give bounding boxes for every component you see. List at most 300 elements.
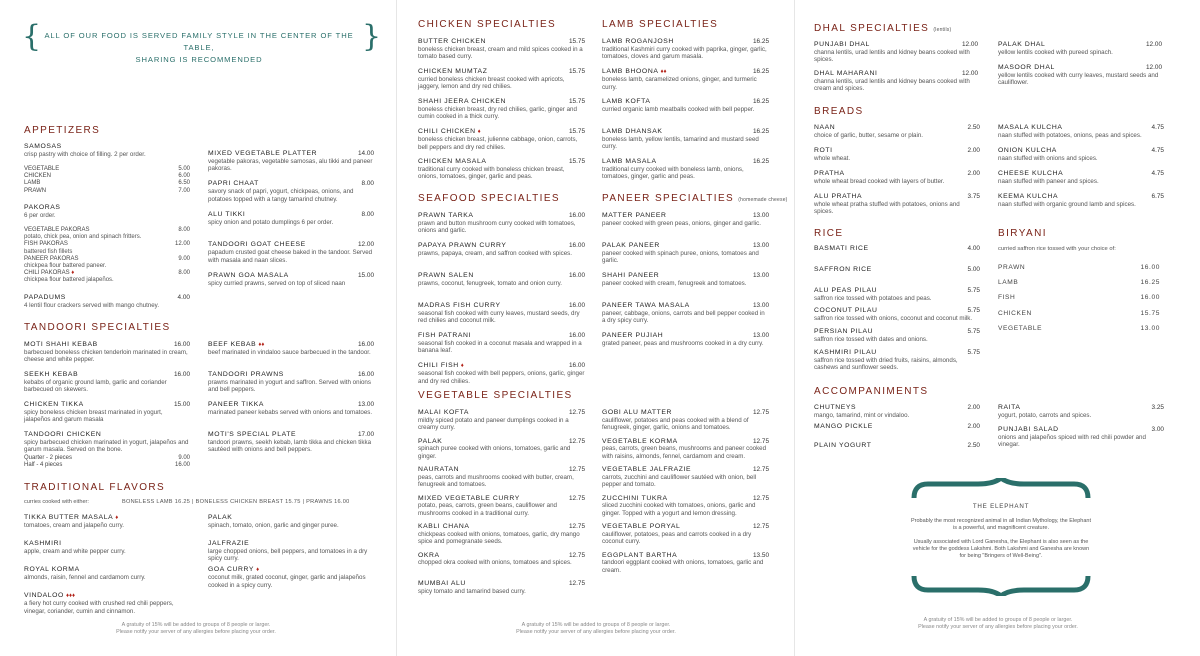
item-price: 12.75 <box>753 466 769 473</box>
item-name: CHILI CHICKEN <box>418 128 476 135</box>
menu-item <box>814 70 978 93</box>
item-name: PANEER PUJIAH <box>602 332 664 339</box>
item-price: 17.00 <box>358 431 374 438</box>
appetizers-heading: APPETIZERS <box>24 125 101 136</box>
item-description: channa lentils, urad lentils and kidney beans cooked with spices. <box>814 48 970 64</box>
item-name: MANGO PICKLE <box>814 423 873 430</box>
menu-item <box>418 466 585 489</box>
item-description: carrots, zucchini and cauliflower sautéed with onion, bell pepper and tomato. <box>602 473 757 489</box>
item-description: tandoori prawns, seekh kebab, lamb tikka and chicken tikka sautéed with onions and bell peppers. <box>208 438 372 454</box>
list-item: VEGETABLE PAKORAS 8.00 <box>24 227 190 233</box>
item-name: NAURATAN <box>418 466 460 473</box>
item-price: 16.00 <box>569 272 585 279</box>
item-name: PRAWN GOA MASALA <box>208 271 289 279</box>
menu-item <box>24 514 192 530</box>
menu-item <box>418 552 585 567</box>
tandoori-heading: TANDOORI SPECIALTIES <box>24 322 171 333</box>
menu-item <box>814 442 980 450</box>
menu-item <box>24 401 190 424</box>
item-price: 16.25 <box>753 98 769 105</box>
menu-item <box>418 523 585 546</box>
item-price: 6.75 <box>1151 193 1164 200</box>
item-price: 13.00 <box>753 242 769 249</box>
seafood-heading: SEAFOOD SPECIALTIES <box>418 193 561 204</box>
item-name: PANEER TAWA MASALA <box>602 302 690 309</box>
item-name: PAPAYA PRAWN CURRY <box>418 242 507 249</box>
item-description: beef marinated in vindaloo sauce barbecued in the tandoor. <box>208 349 371 357</box>
item-price: 16.25 <box>753 128 769 135</box>
item-name: LAMB DHANSAK <box>602 128 663 135</box>
chili-pepper-icon: ♦♦ <box>660 69 667 75</box>
item-price: 4.00 <box>967 245 980 252</box>
chili-pepper-icon: ♦ <box>460 363 464 369</box>
item-name: ALU TIKKI <box>208 210 246 218</box>
item-price: 15.00 <box>174 401 190 408</box>
item-description: boneless lamb, caramelized onions, ginger, and turmeric curry. <box>602 76 757 91</box>
menu-item <box>998 426 1164 449</box>
item-name: CHUTNEYS <box>814 404 857 411</box>
item-name: VEGETABLE JALFRAZIE <box>602 466 692 473</box>
item-description: kebabs of organic ground lamb, garlic and coriander barbecued on skewers. <box>24 378 167 394</box>
list-item: PANEER PAKORAS 9.00 <box>24 255 190 262</box>
item-price: 16.25 <box>753 38 769 45</box>
menu-item <box>602 332 769 347</box>
chili-pepper-icon: ♦ <box>477 129 481 135</box>
item-description: spicy onion and potato dumplings 6 per order. <box>208 218 334 226</box>
item-price: 2.00 <box>967 423 980 430</box>
item-price: 12.00 <box>1146 64 1162 71</box>
item-name: KEEMA KULCHA <box>998 193 1059 200</box>
chili-pepper-icon: ♦♦ <box>258 342 265 348</box>
item-description: peas, carrots, green beans, mushrooms and paneer cooked with raisins, almonds, fennel, cardamom and cream. <box>602 445 767 460</box>
gratuity-note: A gratuity of 15% will be added to groups of 8 people or larger. Please notify your server of any allergies before placing your order. <box>116 622 276 635</box>
menu-item <box>602 495 769 518</box>
item-name: ROYAL KORMA <box>24 566 80 573</box>
menu-item <box>814 287 980 302</box>
item-price: 16.00 <box>569 242 585 249</box>
menu-item <box>814 193 980 216</box>
item-description: grated paneer, peas and mushrooms cooked in a dry curry. <box>602 339 764 347</box>
list-item: PRAWN 16.00 <box>998 264 1160 271</box>
menu-item <box>208 272 374 287</box>
menu-item <box>998 170 1164 185</box>
chili-pepper-icon: ♦♦♦ <box>65 593 76 599</box>
menu-item <box>418 128 585 151</box>
item-name: MATTER PANEER <box>602 212 667 219</box>
gratuity-note: A gratuity of 15% will be added to groups of 8 people or larger. Please notify your server of any allergies before placing your order. <box>516 622 676 635</box>
item-price: 4.75 <box>1151 124 1164 131</box>
item-name: MALAI KOFTA <box>418 409 470 416</box>
item-price: 16.00 <box>358 341 374 348</box>
item-name: MASALA KULCHA <box>998 124 1063 131</box>
menu-item <box>602 552 769 575</box>
item-description: boneless chicken breast, cream and mild spices cooked in a tomato based curry. <box>418 45 583 61</box>
item-name: TANDOORI PRAWNS <box>208 371 284 378</box>
item-description: large chopped onions, bell peppers, and tomatoes in a dry spicy curry. <box>208 547 368 563</box>
item-description: almonds, raisin, fennel and cardamom curry. <box>24 573 146 581</box>
item-description: saffron rice tossed with onions, coconut and coconut milk. <box>814 315 973 323</box>
menu-item <box>602 409 769 432</box>
item-description: prawn and button mushroom curry cooked with tomatoes, onions and garlic. <box>418 219 576 235</box>
item-description: paneer cooked with green peas, onions, ginger and garlic. <box>602 219 761 227</box>
item-description: traditional Kashmiri curry cooked with paprika, ginger, garlic, tomatoes, cloves and garum masala. <box>602 45 767 61</box>
menu-item <box>814 170 980 185</box>
item-description: yellow lentils cooked with curry leaves, mustard seeds and cauliflower. <box>998 71 1159 87</box>
menu-item <box>418 362 585 385</box>
item-price: 12.75 <box>753 409 769 416</box>
item-name: GOBI ALU MATTER <box>602 409 673 416</box>
gratuity-note: A gratuity of 15% will be added to groups of 8 people or larger. Please notify your server of any allergies before placing your order. <box>918 617 1078 630</box>
biryani-desc: curried saffron rice tossed with your choice of: <box>998 246 1116 252</box>
menu-item <box>418 212 585 235</box>
item-price: 12.00 <box>358 241 374 249</box>
item-price: 4.75 <box>1151 147 1164 154</box>
item-name: SAFFRON RICE <box>814 265 872 273</box>
item-price: 12.75 <box>569 494 585 502</box>
item-name: PALAK <box>208 514 233 521</box>
list-item: CHILI PAKORAS ♦ 8.00 <box>24 270 190 277</box>
menu-item <box>998 404 1164 419</box>
item-price: 3.00 <box>1151 426 1164 433</box>
list-item: CHICKEN 6.00 <box>24 173 190 180</box>
item-description: naan stuffed with potatoes, onions, peas and spices. <box>998 131 1142 139</box>
menu-panel-middle <box>400 0 792 656</box>
item-description: prawns, coconut, fenugreek, tomato and onion curry. <box>418 279 562 287</box>
lamb-heading: LAMB SPECIALTIES <box>602 19 719 30</box>
dhal-heading: DHAL SPECIALTIES (lentils) <box>814 23 952 34</box>
item-description: saffron rice tossed with potatoes and peas. <box>814 294 932 302</box>
item-name: TIKKA BUTTER MASALA <box>24 514 114 521</box>
chili-pepper-icon: ♦ <box>256 567 260 573</box>
item-description: paneer cooked with spinach puree, onions, tomatoes and garlic. <box>602 249 759 265</box>
list-item: VEGETABLE 5.00 <box>24 166 190 172</box>
item-name: LAMB BHOONA <box>602 68 659 75</box>
item-description: saffron rice tossed with dried fruits, raisins, almonds, cashews and sunflower seeds. <box>814 356 958 372</box>
item-description: channa lentils, urad lentils and kidney beans cooked with cream and spices. <box>814 77 970 93</box>
item-name: EGGPLANT BARTHA <box>602 551 678 559</box>
item-name: FISH PATRANI <box>418 332 472 339</box>
menu-item <box>998 124 1164 139</box>
item-description: curried organic lamb meatballs cooked with bell pepper. <box>602 105 755 113</box>
item-description: chopped okra cooked with onions, tomatoes and spices. <box>418 559 572 567</box>
menu-item <box>814 423 980 431</box>
item-name: NAAN <box>814 124 836 131</box>
item-name: PANEER TIKKA <box>208 401 265 408</box>
item-name: PAPRI CHAAT <box>208 180 259 188</box>
item-description: mango, tamarind, mint or vindaloo. <box>814 411 910 419</box>
item-price: 15.75 <box>569 128 585 135</box>
paneer-heading: PANEER SPECIALTIES (homemade cheese) <box>602 193 788 204</box>
item-name: TANDOORI CHICKEN <box>24 431 102 438</box>
item-name: CHILI FISH <box>418 362 459 369</box>
menu-item <box>602 272 769 287</box>
item-description: prawns marinated in yogurt and saffron. Served with onions and bell peppers. <box>208 378 371 394</box>
item-price: 15.75 <box>569 158 585 165</box>
menu-item <box>418 158 585 181</box>
item-description: barbecued boneless chicken tenderloin marinated in cream, cheese and white pepper. <box>24 348 188 364</box>
item-description: potato, peas, carrots, green beans, cauliflower and mushrooms cooked in a traditional curry. <box>418 502 557 517</box>
menu-item-samosas: SAMOSAS crisp pastry with choice of filling. 2 per order. <box>24 143 146 158</box>
vegetable-heading: VEGETABLE SPECIALTIES <box>418 390 573 401</box>
item-price: 12.00 <box>962 41 978 48</box>
item-price: 5.75 <box>967 307 980 315</box>
item-description: vegetable pakoras, vegetable samosas, alu tikki and paneer pakoras. <box>208 157 373 173</box>
curry-protein-options: BONELESS LAMB 16.25 | BONELESS CHICKEN BREAST 15.75 | PRAWNS 16.00 <box>122 499 350 505</box>
item-description: chickpeas cooked with onions, tomatoes, garlic, dry mango spice and pomegranate seeds. <box>418 530 580 546</box>
item-name: CHICKEN MASALA <box>418 158 487 165</box>
item-price: 13.00 <box>753 272 769 279</box>
menu-item <box>418 242 585 257</box>
item-price: 2.00 <box>967 147 980 154</box>
item-description: peas, carrots and mushrooms cooked with butter, cream, fenugreek and tomatoes. <box>418 473 574 489</box>
item-description: whole wheat. <box>814 154 851 162</box>
item-name: MASOOR DHAL <box>998 64 1055 71</box>
menu-item <box>814 41 978 64</box>
item-name: RAITA <box>998 404 1021 411</box>
item-name: CHICKEN TIKKA <box>24 401 84 408</box>
menu-item <box>814 266 980 274</box>
item-name: PALAK DHAL <box>998 41 1046 48</box>
menu-item <box>24 431 190 454</box>
item-name: COCONUT PILAU <box>814 307 878 315</box>
option-desc: chickpea flour battered paneer. <box>24 263 107 270</box>
item-price: 12.75 <box>569 409 585 416</box>
item-price: 15.75 <box>569 98 585 105</box>
item-price: 12.75 <box>569 551 585 559</box>
item-description: papadum crusted goat cheese baked in the tandoor. Served with masala and naan slices. <box>208 249 373 264</box>
item-name: ROTI <box>814 147 833 154</box>
item-description: whole wheat bread cooked with layers of butter. <box>814 177 945 185</box>
item-name: ZUCCHINI TUKRA <box>602 494 668 502</box>
item-price: 12.75 <box>753 523 769 530</box>
item-name: KABLI CHANA <box>418 523 470 530</box>
item-name: SEEKH KEBAB <box>24 371 79 378</box>
chili-pepper-icon: ♦ <box>115 515 119 521</box>
menu-panel-left <box>0 0 392 656</box>
item-description: cauliflower, potatoes, peas and carrots cooked in a dry coconut curry. <box>602 530 752 546</box>
item-name: JALFRAZIE <box>208 540 250 547</box>
list-item: VEGETABLE 13.00 <box>998 324 1160 332</box>
menu-item <box>814 245 980 253</box>
item-price: 5.75 <box>967 349 980 356</box>
menu-item <box>24 566 192 581</box>
item-name: LAMB ROGANJOSH <box>602 38 674 45</box>
panel-divider <box>794 0 795 656</box>
item-price: 16.00 <box>174 341 190 348</box>
list-item: FISH 16.00 <box>998 294 1160 302</box>
item-description: mildly spiced potato and paneer dumplings cooked in a creamy curry. <box>418 416 569 432</box>
item-price: 12.75 <box>569 580 585 587</box>
breads-heading: BREADS <box>814 106 864 117</box>
item-description: prawns, papaya, cream, and saffron cooked with spices. <box>418 249 572 257</box>
item-description: spicy boneless chicken breast marinated in yogurt, jalapeños and garum masala <box>24 408 163 424</box>
item-name: LAMB MASALA <box>602 158 657 165</box>
menu-item <box>208 566 376 589</box>
item-description: naan stuffed with paneer and spices. <box>998 177 1099 185</box>
menu-item <box>602 68 769 91</box>
menu-item <box>24 341 190 364</box>
menu-item <box>24 371 190 394</box>
item-price: 5.75 <box>967 286 980 294</box>
item-price: 12.00 <box>1146 41 1162 48</box>
item-price: 4.75 <box>1151 170 1164 177</box>
menu-item <box>814 124 980 139</box>
item-description: saffron rice tossed with dates and onions. <box>814 336 928 344</box>
item-name: MOTI SHAHI KEBAB <box>24 341 98 348</box>
list-item: Quarter - 2 pieces 9.00 <box>24 455 190 461</box>
chili-pepper-icon: ♦ <box>71 270 75 277</box>
item-price: 3.75 <box>967 193 980 200</box>
menu-item <box>814 404 980 419</box>
item-price: 5.75 <box>967 328 980 336</box>
menu-item <box>208 150 374 173</box>
item-price: 12.75 <box>753 494 769 502</box>
menu-item <box>602 242 769 265</box>
item-description: paneer cooked with cream, fenugreek and tomatoes. <box>602 279 747 287</box>
item-name: OKRA <box>418 551 440 559</box>
item-name: PUNJABI DHAL <box>814 41 870 48</box>
chicken-heading: CHICKEN SPECIALTIES <box>418 19 557 30</box>
menu-item <box>418 438 585 461</box>
item-price: 12.75 <box>753 437 769 445</box>
item-price: 16.25 <box>753 158 769 165</box>
option-desc: battered fish fillets <box>24 248 73 255</box>
menu-item <box>602 438 769 461</box>
item-price: 13.00 <box>753 212 769 219</box>
menu-item <box>602 128 769 151</box>
item-price: 16.00 <box>569 212 585 219</box>
item-name: BASMATI RICE <box>814 245 869 252</box>
pakora-options <box>24 227 190 285</box>
biryani-heading: BIRYANI <box>998 228 1047 239</box>
item-name: KASHMIRI <box>24 540 62 547</box>
menu-item <box>814 307 980 322</box>
item-price: 12.75 <box>569 523 585 530</box>
item-price: 16.00 <box>174 371 190 378</box>
list-item: CHICKEN 15.75 <box>998 309 1160 317</box>
item-name: MIXED VEGETABLE CURRY <box>418 494 520 502</box>
elephant-story: Probably the most recognized animal in all Indian Mythology, the Elephant is a powerful, and magnificent creature. Usually associated with Lord Ganesha, the Elephant is also seen as the vehicle for the goddess Lakshmi. Both Lakshmi and Ganesha are known for being "Bringers of Well-Being". <box>911 518 1091 560</box>
item-name: VINDALOO <box>24 592 64 599</box>
list-item: FISH PAKORAS 12.00 <box>24 241 190 248</box>
menu-item <box>602 466 769 489</box>
menu-item <box>24 592 192 615</box>
menu-panel-right <box>796 0 1200 656</box>
item-price: 16.25 <box>753 68 769 75</box>
item-price: 16.00 <box>569 332 585 339</box>
item-price: 15.75 <box>569 38 585 45</box>
menu-item <box>998 41 1162 56</box>
menu-item <box>418 580 585 595</box>
menu-item <box>208 514 376 529</box>
list-item: PRAWN 7.00 <box>24 187 190 194</box>
menu-item <box>814 328 980 343</box>
item-name: MADRAS FISH CURRY <box>418 302 501 309</box>
menu-item <box>998 64 1162 87</box>
samosa-options <box>24 166 190 195</box>
menu-item <box>208 431 374 454</box>
menu-item <box>602 302 769 325</box>
list-item: LAMB 16.25 <box>998 279 1160 287</box>
item-description: coconut milk, grated coconut, ginger, garlic and jalapeños cooked in a spicy curry. <box>208 574 366 589</box>
item-price: 16.00 <box>358 371 374 378</box>
menu-item <box>24 540 192 555</box>
menu-item <box>602 38 769 61</box>
menu-item <box>814 349 980 372</box>
item-description: paneer, cabbage, onions, carrots and bell pepper cooked in a dry spicy curry. <box>602 309 765 325</box>
rice-heading: RICE <box>814 228 844 239</box>
item-description: yogurt, potato, carrots and spices. <box>998 411 1092 419</box>
item-price: 16.00 <box>569 302 585 309</box>
item-description: tomatoes, cream and jalapeño curry. <box>24 522 124 530</box>
menu-item <box>208 371 374 394</box>
item-name: KASHMIRI PILAU <box>814 349 877 356</box>
item-description: boneless chicken breast, dry red chilies, garlic, ginger and cumin cooked in a thick curry. <box>418 105 577 121</box>
left-brace-ornament: { <box>22 19 42 54</box>
item-name: MOTI'S SPECIAL PLATE <box>208 431 297 438</box>
item-description: tandoori eggplant cooked with onions, tomatoes, garlic and cream. <box>602 559 764 574</box>
item-description: boneless chicken breast, julienne cabbage, onion, carrots, bell peppers and dry red chilies. <box>418 136 578 151</box>
menu-item <box>208 180 374 203</box>
item-name: SHAHI PANEER <box>602 272 660 279</box>
item-description: spinach puree cooked with onions, tomatoes, garlic and ginger. <box>418 445 571 460</box>
biryani-options <box>998 260 1160 336</box>
item-price: 12.00 <box>962 70 978 77</box>
item-description: naan stuffed with onions and spices. <box>998 154 1098 162</box>
item-name: PUNJABI SALAD <box>998 426 1059 433</box>
menu-item <box>418 495 585 518</box>
item-price: 13.00 <box>753 332 769 339</box>
item-description: seasonal fish cooked with bell peppers, onions, garlic, ginger and dry red chilies. <box>418 370 585 385</box>
item-description: curried boneless chicken breast cooked with apricots, jaggery, lemon and dry red chilies. <box>418 75 565 91</box>
menu-item-pakoras: PAKORAS 6 per order. <box>24 204 61 219</box>
curry-base-note: curries cooked with either: <box>24 499 89 505</box>
accompaniments-heading: ACCOMPANIMENTS <box>814 386 929 397</box>
menu-item <box>208 211 374 226</box>
panel-divider <box>396 0 397 656</box>
item-description: traditional curry cooked with boneless chicken breast, onions, tomatoes, ginger, garlic and peas. <box>418 165 565 181</box>
menu-item <box>418 409 585 432</box>
option-desc: chickpea flour battered jalapeños. <box>24 277 114 284</box>
item-description: choice of garlic, butter, sesame or plain. <box>814 131 924 139</box>
item-name: LAMB KOFTA <box>602 98 651 105</box>
menu-item <box>602 98 769 113</box>
item-name: MUMBAI ALU <box>418 580 466 587</box>
item-price: 2.50 <box>967 442 980 449</box>
item-name: PRAWN TARKA <box>418 212 474 219</box>
item-description: spicy tomato and tamarind based curry. <box>418 587 526 595</box>
item-name: TANDOORI GOAT CHEESE <box>208 241 306 249</box>
item-price: 3.25 <box>1151 404 1164 411</box>
item-price: 2.00 <box>967 170 980 177</box>
item-name: PRAWN SALEN <box>418 272 474 279</box>
item-description: spinach, tomato, onion, garlic and ginger puree. <box>208 521 339 529</box>
menu-item <box>418 332 585 355</box>
item-name: PLAIN YOGURT <box>814 442 872 449</box>
item-description: spicy curried prawns, served on top of sliced naan <box>208 279 346 287</box>
item-description: whole wheat pratha stuffed with potatoes, onions and spices. <box>814 200 960 216</box>
item-name: PALAK <box>418 437 443 445</box>
item-price: 15.00 <box>358 271 374 279</box>
item-description: boneless lamb, yellow lentils, tamarind and mustard seed curry. <box>602 135 759 151</box>
item-name: VEGETABLE PORYAL <box>602 523 681 530</box>
item-name: ALU PEAS PILAU <box>814 286 878 294</box>
item-name: PERSIAN PILAU <box>814 328 874 336</box>
menu-item-papadums: PAPADUMS 4 lentil flour crackers served with mango chutney. 4.00 <box>24 294 190 309</box>
menu-item <box>208 341 374 357</box>
item-description: savory snack of papri, yogurt, chickpeas, onions, and potatoes topped with a tangy tamarind chutney. <box>208 188 354 203</box>
item-description: traditional curry cooked with boneless lamb, onions, tomatoes, ginger, garlic and peas. <box>602 165 744 181</box>
